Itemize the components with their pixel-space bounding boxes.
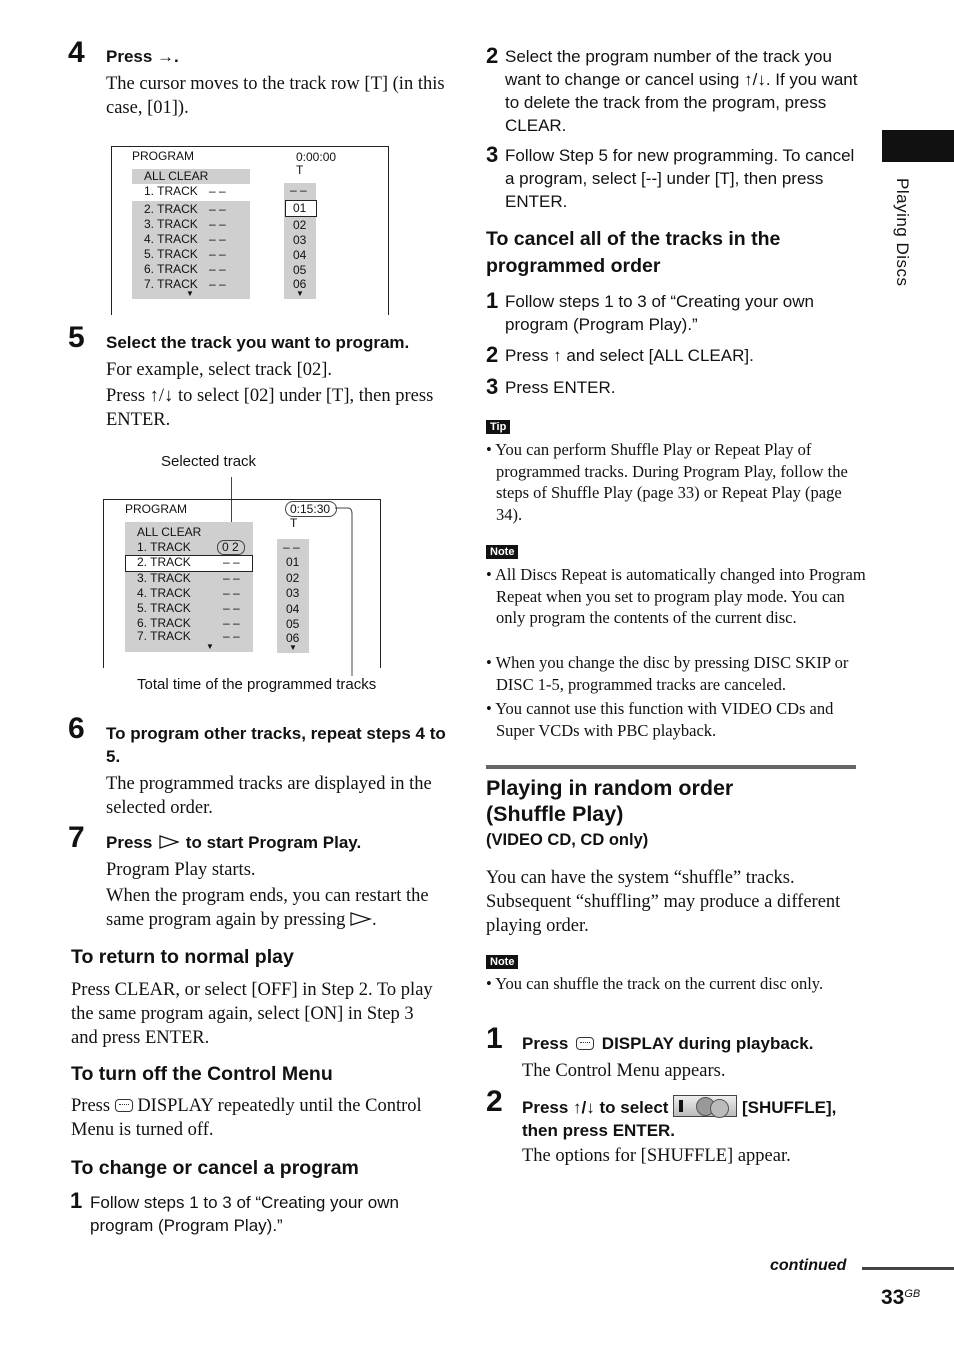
step-title-part: [SHUFFLE], then press ENTER.	[522, 1098, 837, 1140]
track-item[interactable]: 1. TRACK	[137, 540, 191, 554]
step-title-part: Press	[522, 1034, 569, 1053]
step-number: 7	[68, 821, 85, 854]
step-number: 1	[70, 1188, 83, 1213]
note-item: • All Discs Repeat is automatically changed into Program Repeat when you set to program play mode. You can only program the contents of the current disc.	[486, 565, 866, 627]
tip-label-text: Tip	[486, 420, 510, 434]
step-body: Press ↑ and select [ALL CLEAR].	[505, 346, 754, 365]
section-rule	[486, 765, 856, 769]
t-value: – –	[283, 540, 300, 554]
tip-label	[486, 417, 510, 435]
section-body-text: Press	[71, 1096, 111, 1116]
track-dash: – –	[223, 555, 240, 569]
track-item[interactable]: 1. TRACK	[144, 184, 198, 198]
sidebar-tab-label: Playing Discs	[893, 178, 912, 287]
play-icon	[350, 912, 372, 926]
step-title-part: Press	[106, 833, 153, 852]
step-title: To program other tracks, repeat steps 4 to 5.	[106, 724, 446, 766]
section-heading: To cancel all of the tracks in the programmed order	[486, 228, 781, 277]
scroll-down-arrow-icon: ▼	[289, 643, 297, 652]
note-item: • You cannot use this function with VIDEO CDs and Super VCDs with PBC playback.	[486, 699, 834, 740]
t-column-panel	[277, 539, 309, 653]
note-label-text: Note	[486, 955, 518, 969]
step-title	[106, 831, 361, 854]
t-column-panel	[284, 183, 316, 299]
section-body: You can have the system “shuffle” tracks. Subsequent “shuffling” may produce a different playing order.	[486, 868, 841, 936]
step-number: 2	[486, 1085, 503, 1118]
track-dash: – –	[223, 571, 240, 585]
screen-time: 0:00:00	[296, 150, 337, 164]
track-item[interactable]: 6. TRACK	[137, 616, 191, 630]
step-body-text: When the program ends, you can restart the same program again by pressing	[106, 886, 429, 930]
track-item[interactable]: 4. TRACK	[144, 232, 198, 246]
note-label-text: Note	[486, 545, 518, 559]
t-value: 05	[293, 263, 307, 277]
track-dash: – –	[209, 184, 226, 198]
t-value: 03	[286, 586, 300, 600]
t-value: 04	[286, 602, 300, 616]
track-dash: – –	[209, 247, 226, 261]
tip-item-text: You can perform Shuffle Play or Repeat Play of programmed tracks. During Program Play, follow the steps of Shuffle Play (page 33) or Repeat Play (page 34).	[495, 440, 848, 524]
step-title-part: to start Program Play.	[185, 833, 362, 852]
t-value: 02	[293, 218, 307, 232]
callout-total-time-line	[330, 500, 360, 680]
play-icon	[159, 835, 179, 849]
step-number: 4	[68, 36, 85, 69]
step-body: The Control Menu appears.	[522, 1061, 726, 1081]
all-clear-item[interactable]: ALL CLEAR	[144, 169, 209, 183]
t-value: 03	[293, 233, 307, 247]
step-title: Select the track you want to program.	[106, 333, 410, 352]
page-number	[881, 1286, 920, 1310]
step-body: Follow steps 1 to 3 of “Creating your own program (Program Play).”	[90, 1193, 399, 1235]
step-body: Follow steps 1 to 3 of “Creating your own program (Program Play).”	[505, 292, 814, 334]
scroll-down-arrow-icon: ▼	[206, 642, 214, 651]
step-number: 3	[486, 142, 499, 167]
step-body: Press ↑/↓ to select [02] under [T], then press ENTER.	[106, 386, 434, 430]
continued-label: continued	[770, 1257, 847, 1274]
note-label	[486, 952, 518, 970]
t-value: 01	[286, 555, 300, 569]
screen-header: PROGRAM	[132, 149, 195, 163]
t-value: 06	[293, 277, 307, 291]
step-number: 1	[486, 288, 499, 313]
t-value[interactable]: 01	[293, 201, 307, 215]
track-dash: – –	[209, 262, 226, 276]
note-item-text: All Discs Repeat is automatically changed into Program Repeat when you set to program play mode. You can only program the contents of the current disc.	[495, 565, 866, 627]
note-item-text: You cannot use this function with VIDEO CDs and Super VCDs with PBC playback.	[495, 699, 834, 740]
sidebar-tab-block	[882, 130, 954, 162]
section-heading: To change or cancel a program	[71, 1157, 359, 1179]
program-screen-1	[111, 146, 389, 315]
step-title-part: Press ↑/↓ to select	[522, 1098, 669, 1117]
step-body: The options for [SHUFFLE] appear.	[522, 1146, 791, 1166]
total-time-caption: Total time of the programmed tracks	[137, 676, 377, 693]
t-value: 05	[286, 617, 300, 631]
step-body: The programmed tracks are displayed in the selected order.	[106, 774, 432, 818]
step-body: For example, select track [02].	[106, 360, 333, 380]
track-item[interactable]: 3. TRACK	[137, 571, 191, 585]
shuffle-icon	[673, 1095, 737, 1117]
section-subtitle: (VIDEO CD, CD only)	[486, 831, 649, 849]
note-item-text: You can shuffle the track on the current disc only.	[495, 974, 824, 993]
step-number: 1	[486, 1022, 503, 1055]
track-item[interactable]: 5. TRACK	[137, 601, 191, 615]
track-dash: – –	[223, 629, 240, 643]
track-item[interactable]: 7. TRACK	[144, 277, 198, 291]
all-clear-item[interactable]: ALL CLEAR	[137, 525, 202, 539]
track-item[interactable]: 3. TRACK	[144, 217, 198, 231]
scroll-down-arrow-icon: ▼	[186, 289, 194, 298]
section-heading: To return to normal play	[71, 946, 294, 968]
screen-time: 0:15:30	[290, 502, 331, 516]
track-item[interactable]: 2. TRACK	[144, 202, 198, 216]
track-dash: – –	[223, 601, 240, 615]
step-title	[522, 1095, 862, 1142]
screen-t-label: T	[290, 516, 298, 530]
note-item: • You can shuffle the track on the current disc only.	[486, 974, 824, 993]
step-body: Press ENTER.	[505, 378, 616, 397]
display-button-icon	[576, 1037, 594, 1050]
track-item[interactable]: 2. TRACK	[137, 555, 191, 569]
track-item[interactable]: 7. TRACK	[137, 629, 191, 643]
step-body: Follow Step 5 for new programming. To cancel a program, select [--] under [T], then press ENTER.	[505, 146, 855, 211]
step-title	[522, 1032, 813, 1055]
note-label	[486, 542, 518, 560]
track-dash: – –	[209, 277, 226, 291]
track-item[interactable]: 5. TRACK	[144, 247, 198, 261]
section-body-text: DISPLAY repeatedly until the Control Menu is turned off.	[71, 1096, 422, 1140]
step-number: 6	[68, 712, 85, 745]
section-title	[486, 775, 733, 827]
track-list-panel	[125, 522, 253, 652]
note-item-text: When you change the disc by pressing DISC SKIP or DISC 1-5, programmed tracks are canceled.	[495, 653, 849, 694]
section-title-line: (Shuffle Play)	[486, 802, 624, 826]
step-title-part: DISPLAY during playback.	[601, 1034, 814, 1053]
page-number-value: 33	[881, 1286, 905, 1309]
tip-item: • You can perform Shuffle Play or Repeat Play of programmed tracks. During Program Play, follow the steps of Shuffle Play (page 33) or Repeat Play (page 34).	[486, 440, 848, 524]
track-dash: – –	[209, 232, 226, 246]
continued-rule	[862, 1267, 954, 1270]
step-body: Select the program number of the track you want to change or cancel using ↑/↓. If you want to delete the track from the program, press CLEAR.	[505, 47, 858, 135]
t-value: – –	[290, 183, 307, 197]
section-heading: To turn off the Control Menu	[71, 1063, 333, 1085]
selected-value: 0 2	[222, 540, 239, 554]
track-dash: – –	[209, 202, 226, 216]
step-number: 2	[486, 43, 499, 68]
screen-t-label: T	[296, 163, 304, 177]
section-body	[71, 1094, 443, 1142]
track-dash: – –	[223, 616, 240, 630]
section-title-line: Playing in random order	[486, 776, 734, 800]
track-item[interactable]: 4. TRACK	[137, 586, 191, 600]
step-body: When the program ends, you can restart the same program again by pressing .	[106, 886, 429, 930]
track-list-panel	[132, 169, 250, 299]
step-number: 5	[68, 321, 85, 354]
display-button-icon	[115, 1099, 133, 1112]
track-dash: – –	[209, 217, 226, 231]
step-body: Program Play starts.	[106, 860, 256, 880]
section-body: Press CLEAR, or select [OFF] in Step 2. To play the same program again, select [ON] in Step 3 and press ENTER.	[71, 980, 433, 1048]
t-value: 06	[286, 631, 300, 645]
step-number: 2	[486, 342, 499, 367]
scroll-down-arrow-icon: ▼	[296, 289, 304, 298]
page-number-suffix: GB	[904, 1288, 921, 1300]
track-dash: – –	[223, 586, 240, 600]
t-value: 04	[293, 248, 307, 262]
selected-track-caption: Selected track	[161, 453, 257, 470]
note-item: • When you change the disc by pressing DISC SKIP or DISC 1-5, programmed tracks are canceled.	[486, 653, 849, 694]
t-value: 02	[286, 571, 300, 585]
screen-header: PROGRAM	[125, 502, 188, 516]
track-item[interactable]: 6. TRACK	[144, 262, 198, 276]
step-title: Press →.	[106, 47, 179, 66]
step-number: 3	[486, 374, 499, 399]
step-body: The cursor moves to the track row [T] (in this case, [01]).	[106, 74, 445, 118]
